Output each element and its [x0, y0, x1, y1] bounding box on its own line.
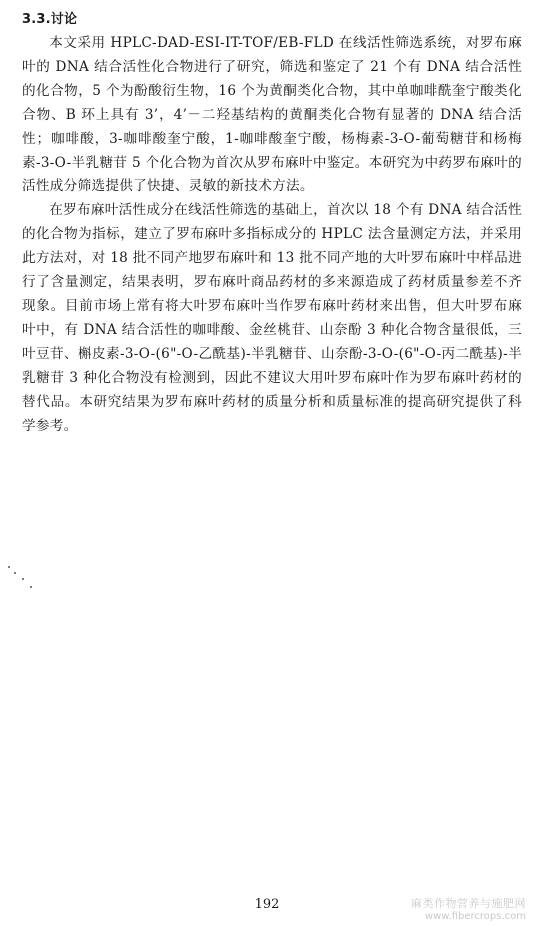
scan-speck: [8, 566, 10, 568]
paragraph-1: 本文采用 HPLC-DAD-ESI-IT-TOF/EB-FLD 在线活性筛选系统，对罗布麻叶的 DNA 结合活性化合物进行了研究，筛选和鉴定了 21 个有 DNA 结合活性的化合物，5 个为酚酸衍生物，16 个为黄酮类化合物，其中单咖啡酰奎宁酸类化合物、B 环上具有 3’，4’－二羟基结构的黄酮类化合物有显著的 DNA 结合活性；咖啡酸，3-咖啡酸奎宁酸，1-咖啡酸奎宁酸，杨梅素-3-O-葡萄糖苷和杨梅素-3-O-半乳糖苷 5 个化合物为首次从罗布麻叶中鉴定。本研究为中药罗布麻叶的活性成分筛选提供了快捷、灵敏的新技术方法。: [22, 35, 522, 195]
scan-speck: [22, 578, 24, 580]
scan-speck: [30, 586, 32, 588]
section-heading: 3.3.讨论: [22, 12, 78, 27]
watermark-url: www.fibercrops.com: [424, 911, 526, 922]
paragraph-2: 在罗布麻叶活性成分在线活性筛选的基础上，首次以 18 个有 DNA 结合活性的化合物为指标，建立了罗布麻叶多指标成分的 HPLC 法含量测定方法，并采用此方法对，对 18 批不同产地罗布麻叶和 13 批不同产地的大叶罗布麻叶中样品进行了含量测定，结果表明，罗布麻叶商品药材的多来源造成了药材质量参差不齐现象。目前市场上常有将大叶罗布麻叶当作罗布麻叶药材来出售，但大叶罗布麻叶中，有 DNA 结合活性的咖啡酸、金丝桃苷、山奈酚 3 种化合物含量很低，三叶豆苷、槲皮素-3-O-(6"-O-乙酰基)-半乳糖苷、山奈酚-3-O-(6"-O-丙二酰基)-半乳糖苷 3 种化合物没有检测到，因此不建议大用叶罗布麻叶作为罗布麻叶药材的替代品。本研究结果为罗布麻叶药材的质量分析和质量标准的提高研究提供了科学参考。: [22, 202, 522, 434]
watermark-site-name: 麻类作物营养与施肥网: [411, 897, 526, 910]
site-watermark: [411, 897, 526, 923]
scan-speck: [14, 572, 16, 574]
section-body: [22, 32, 522, 438]
page-number: 192: [254, 897, 280, 912]
